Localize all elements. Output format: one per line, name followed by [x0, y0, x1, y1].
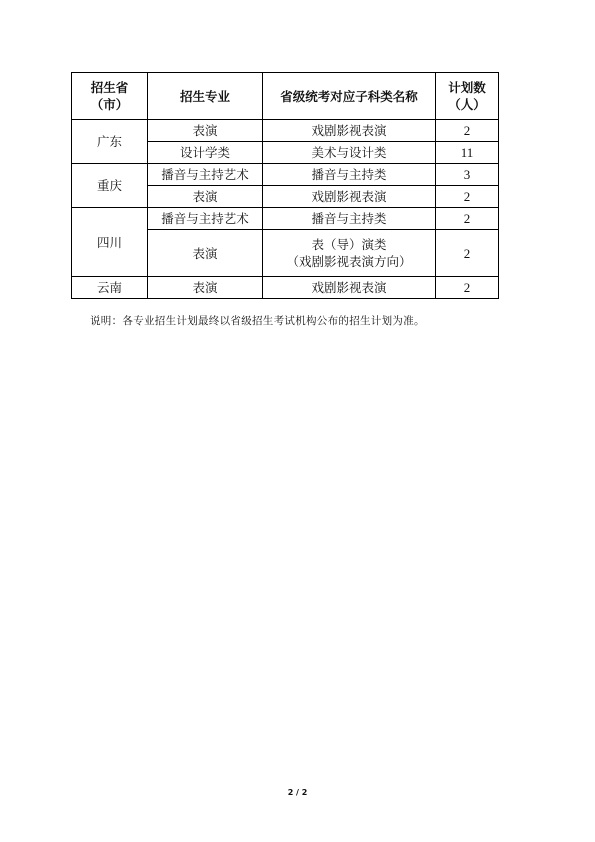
major-cell: 表演 [148, 186, 263, 208]
header-province-line1: 招生省 [90, 80, 129, 95]
table-row [72, 277, 499, 299]
count-cell: 2 [436, 230, 499, 277]
category-cell: 戏剧影视表演 [263, 277, 436, 299]
count-cell: 2 [436, 120, 499, 142]
count-cell: 2 [436, 277, 499, 299]
province-cell: 广东 [72, 120, 148, 164]
header-exam-category: 省级统考对应子科类名称 [263, 73, 436, 120]
province-cell: 四川 [72, 208, 148, 277]
count-cell: 3 [436, 164, 499, 186]
header-plan-line2: （人） [448, 97, 486, 112]
category-cell: 戏剧影视表演 [263, 186, 436, 208]
major-cell: 表演 [148, 120, 263, 142]
page-indicator: 2 / 2 [287, 788, 308, 797]
category-line1: 表（导）演类 [311, 237, 387, 252]
major-cell: 表演 [148, 277, 263, 299]
enrollment-plan-table [71, 72, 499, 299]
table-header-row [72, 73, 499, 120]
count-cell: 2 [436, 208, 499, 230]
count-cell: 2 [436, 186, 499, 208]
header-plan-line1: 计划数 [448, 80, 486, 95]
table-row [72, 120, 499, 142]
table-row [72, 164, 499, 186]
category-line2: （戏剧影视表演方向） [286, 254, 412, 269]
major-cell: 表演 [148, 230, 263, 277]
table-row [72, 208, 499, 230]
count-cell: 11 [436, 142, 499, 164]
province-cell: 云南 [72, 277, 148, 299]
category-cell: 播音与主持类 [263, 164, 436, 186]
header-plan-count [436, 73, 499, 120]
header-major: 招生专业 [148, 73, 263, 120]
major-cell: 播音与主持艺术 [148, 164, 263, 186]
category-cell [263, 230, 436, 277]
header-province [72, 73, 148, 120]
major-cell: 设计学类 [148, 142, 263, 164]
category-cell: 美术与设计类 [263, 142, 436, 164]
category-cell: 播音与主持类 [263, 208, 436, 230]
category-cell: 戏剧影视表演 [263, 120, 436, 142]
footnote: 说明：各专业招生计划最终以省级招生考试机构公布的招生计划为准。 [90, 315, 425, 327]
major-cell: 播音与主持艺术 [148, 208, 263, 230]
province-cell: 重庆 [72, 164, 148, 208]
header-province-line2: （市） [90, 97, 129, 112]
